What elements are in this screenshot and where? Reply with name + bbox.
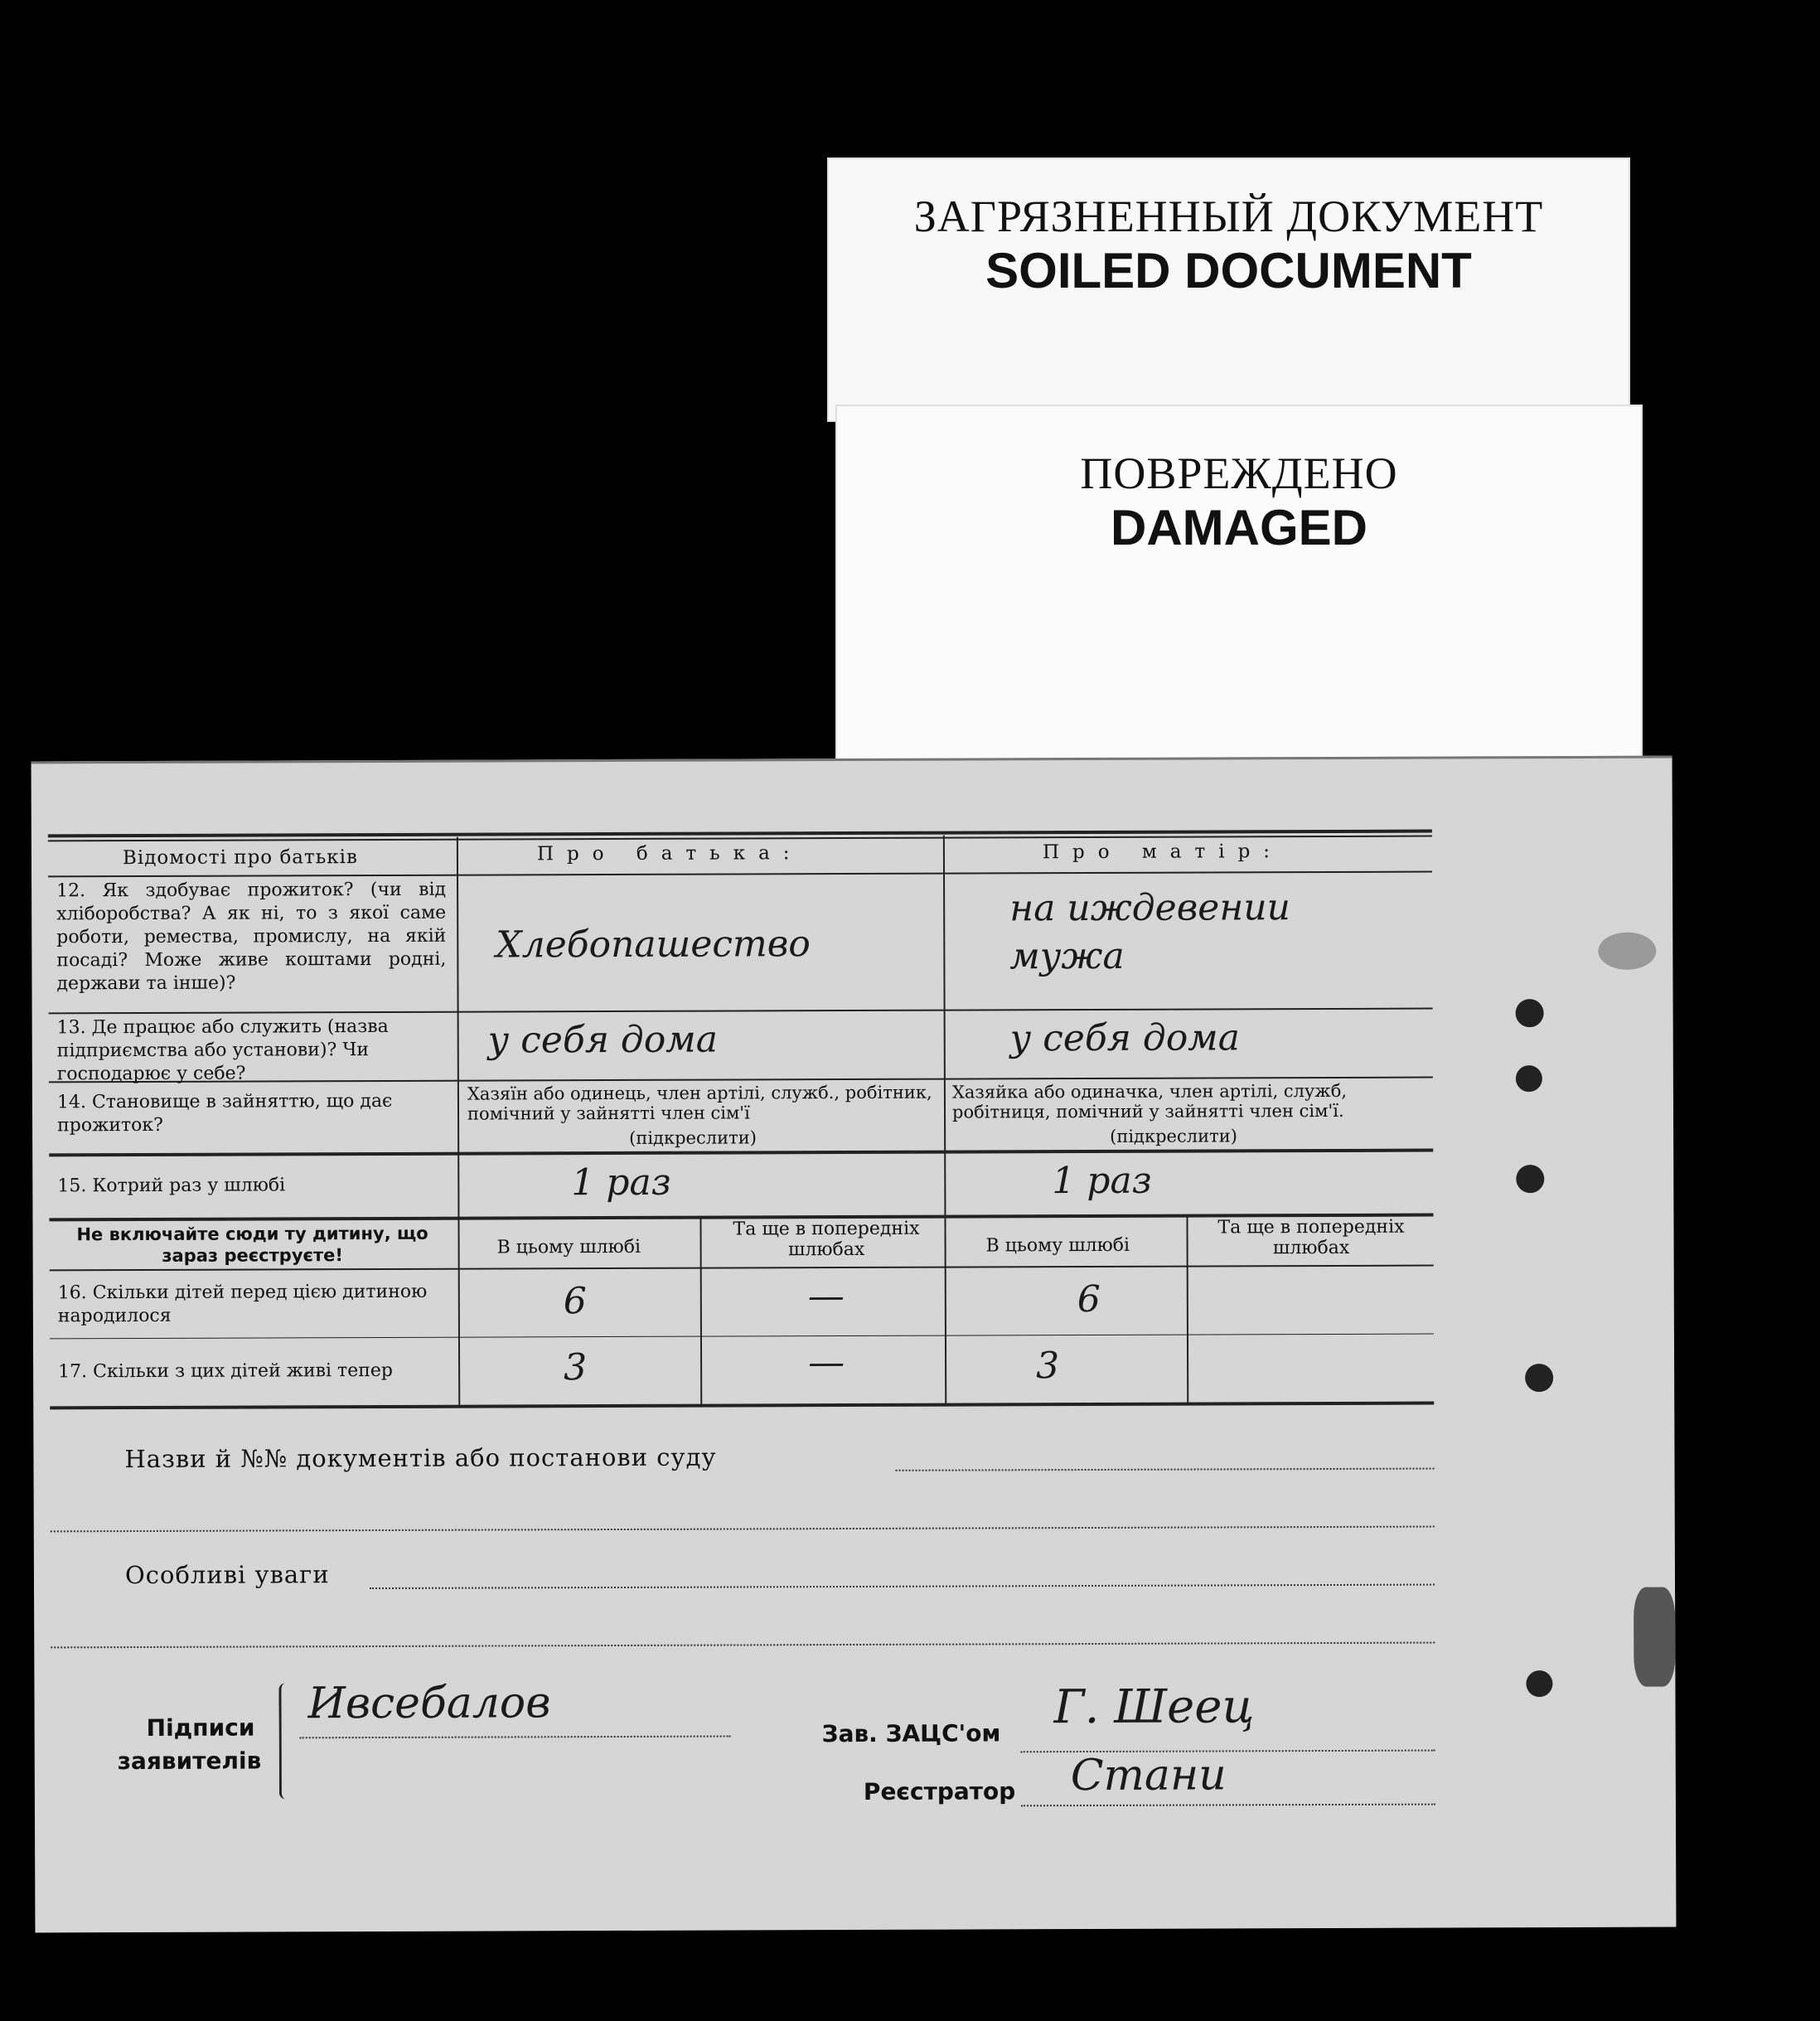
table-bottom-rule [50, 1402, 1434, 1410]
row-divider [49, 1008, 1433, 1015]
damaged-label-en: DAMAGED [1111, 500, 1367, 555]
answer-17-father-prev: — [807, 1341, 845, 1384]
question-16: 16. Скільки дітей перед цією дитиною народилося [57, 1281, 428, 1327]
soiled-label-ru: ЗАГРЯЗНЕННЫЙ ДОКУМЕНТ [913, 191, 1544, 241]
binding-hole [1526, 1670, 1552, 1697]
remarks-line [370, 1584, 1435, 1589]
father-prev-marriages-header: Та ще в попередніх шлюбах [733, 1218, 920, 1261]
damage-stain [1634, 1587, 1675, 1687]
binding-hole [1516, 1165, 1544, 1193]
header-parents-info: Відомості про батьків [122, 846, 358, 870]
registration-form [31, 756, 1677, 1933]
question-12: 12. Як здобуває прожиток? (чи від хліборобства? А як ні, то з якої саме роботи, ремества, промислу, на якій посаді? Може живе коштами родні, держави та інше)? [56, 879, 447, 995]
head-signature: Г. Шеец [1053, 1679, 1255, 1735]
column-divider [1186, 1216, 1188, 1404]
answer-13-mother: у себя дома [1009, 1016, 1241, 1060]
column-divider [457, 837, 460, 1407]
column-divider [699, 1218, 702, 1406]
answer-16-father-prev: — [807, 1275, 845, 1318]
answer-15-father: 1 раз [571, 1161, 671, 1204]
father-status-options: Хазяїн або одинець, член артілі, служб., робітник, помічний у зайнятті член сім'ї [467, 1082, 932, 1124]
column-divider [943, 836, 946, 1405]
row-divider [50, 1334, 1434, 1340]
damaged-document-label [837, 406, 1641, 758]
question-14: 14. Становище в зайняттю, що дає прожиток? [56, 1090, 393, 1137]
documents-label: Назви й №№ документів або постанови суду [124, 1442, 717, 1474]
answer-16-mother-this: 6 [1077, 1277, 1101, 1321]
remarks-label: Особливі уваги [124, 1560, 330, 1590]
signatures-label-line2: заявителів [117, 1747, 262, 1776]
mother-status-options: Хазяйка або одиначка, член артілі, служб, робітниця, помічний у зайнятті член сім'ї. [951, 1080, 1348, 1122]
header-father: Про батька: [536, 842, 803, 865]
answer-17-mother-this: 3 [1036, 1345, 1060, 1388]
documents-line [896, 1468, 1435, 1471]
soiled-document-label [829, 159, 1629, 420]
registrar-signature: Стани [1070, 1750, 1227, 1801]
answer-16-father-this: 6 [563, 1280, 587, 1323]
row-divider [48, 871, 1432, 878]
answer-17-father-this: 3 [564, 1346, 588, 1389]
soiled-label-en: SOILED DOCUMENT [985, 243, 1472, 298]
head-label: Зав. ЗАЦС'ом [821, 1719, 1001, 1748]
father-this-marriage-header: В цьому шлюбі [496, 1236, 641, 1258]
binding-hole [1516, 1065, 1542, 1092]
registrar-signature-line [1021, 1804, 1435, 1807]
question-15: 15. Котрий раз у шлюбі [57, 1175, 286, 1197]
row-divider [49, 1149, 1433, 1157]
signatures-label-line1: Підписи [146, 1713, 255, 1742]
answer-13-father: у себя дома [487, 1018, 719, 1062]
header-mother: Про матір: [1042, 841, 1284, 864]
answer-12-mother: на иждевении мужа [1009, 886, 1291, 978]
damaged-label-ru: ПОВРЕЖДЕНО [1080, 448, 1398, 498]
answer-12-father: Хлебопашество [496, 923, 811, 967]
applicant-signature: Ивсебалов [307, 1678, 551, 1729]
water-stain [1598, 933, 1656, 970]
children-exclusion-note: Не включайте сюди ту дитину, що зараз реєструєте! [76, 1223, 428, 1266]
mother-underline-note: (підкреслити) [1110, 1126, 1237, 1146]
question-17: 17. Скільки з цих дітей живі тепер [58, 1359, 394, 1383]
documents-line-2 [51, 1526, 1435, 1533]
question-13: 13. Де працює або служить (назва підприємства або установи)? Чи господарює у себе? [56, 1015, 389, 1085]
signatures-brace [278, 1683, 293, 1799]
mother-prev-marriages-header: Та ще в попередніх шлюбах [1217, 1216, 1405, 1259]
father-underline-note: (підкреслити) [629, 1127, 757, 1148]
mother-this-marriage-header: В цьому шлюбі [985, 1234, 1130, 1257]
answer-15-mother: 1 раз [1052, 1159, 1152, 1203]
binding-hole [1516, 999, 1544, 1027]
binding-hole [1525, 1364, 1553, 1392]
remarks-line-2 [51, 1642, 1435, 1649]
registrar-label: Реєстратор [863, 1777, 1016, 1805]
applicant-signature-line [300, 1736, 731, 1739]
